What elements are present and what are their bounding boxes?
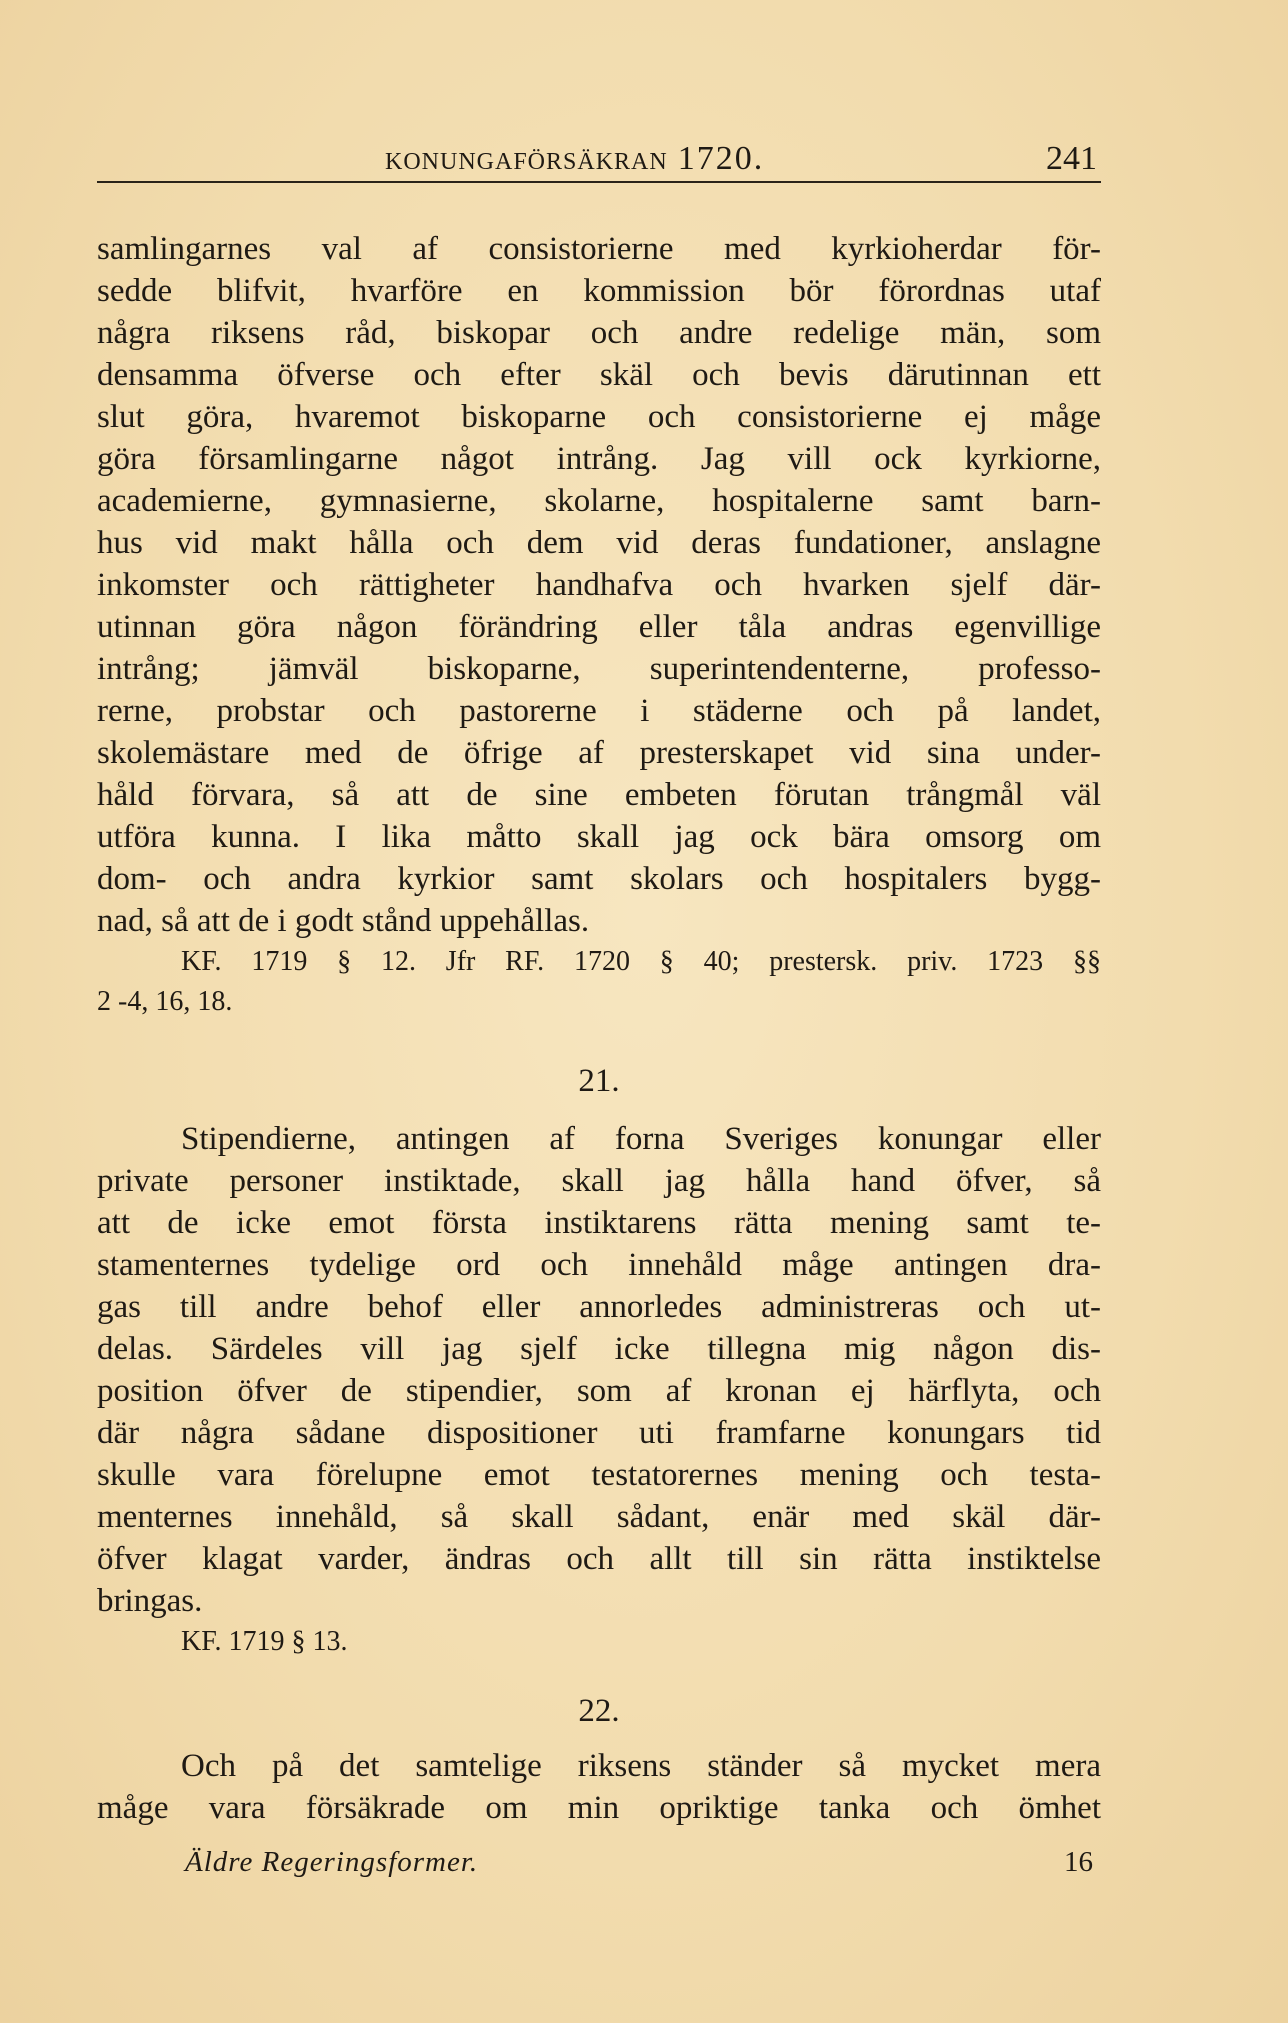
text-line: slut göra, hvaremot biskoparne och consistorierne ej måge	[97, 399, 1101, 435]
text-line: hus vid makt hålla och dem vid deras fundationer, anslagne	[97, 525, 1101, 561]
text-line: håld förvara, så att de sine embeten förutan trångmål väl	[97, 777, 1101, 813]
text-line: Stipendierne, antingen af forna Sveriges konungar eller	[181, 1121, 1101, 1157]
paragraph-continued	[97, 228, 1101, 1022]
text-line: skulle vara förelupne emot testatorernes mening och testa-	[97, 1457, 1101, 1493]
text-line: stamenternes tydelige ord och innehåld måge antingen dra-	[97, 1247, 1101, 1283]
section-number-21: 21.	[578, 1063, 620, 1099]
text-line: utinnan göra någon förändring eller tåla andras egenvillige	[97, 609, 1101, 645]
text-line: private personer instiktade, skall jag hålla hand öfver, så	[97, 1163, 1101, 1199]
book-title: Äldre Regeringsformer.	[185, 1846, 479, 1878]
page-footer	[185, 1840, 1093, 1884]
text-line: utföra kunna. I lika måtto skall jag ock bära omsorg om	[97, 819, 1101, 855]
text-line: inkomster och rättigheter handhafva och hvarken sjelf där-	[97, 567, 1101, 603]
running-head	[385, 137, 764, 184]
text-line: göra församlingarne något intrång. Jag vill ock kyrkiorne,	[97, 441, 1101, 477]
running-head-title: KONUNGAFÖRSÄKRAN	[385, 149, 668, 175]
page-number: 241	[1046, 140, 1097, 177]
section-number-22: 22.	[578, 1693, 620, 1729]
text-line: skolemästare med de öfrige af presterskapet vid sina under-	[97, 735, 1101, 771]
text-line: där några sådane dispositioner uti framfarne konungars tid	[97, 1415, 1101, 1451]
reference-line: KF. 1719 § 13.	[181, 1626, 348, 1657]
text-line: måge vara försäkrade om min opriktige tanka och ömhet	[97, 1790, 1101, 1826]
text-line: gas till andre behof eller annorledes administreras och ut-	[97, 1289, 1101, 1325]
text-line: nad, så att de i godt stånd uppehållas.	[97, 903, 590, 939]
text-line: rerne, probstar och pastorerne i städerne och på landet,	[97, 693, 1101, 729]
text-line: academierne, gymnasierne, skolarne, hospitalerne samt barn-	[97, 483, 1101, 519]
text-line: samlingarnes val af consistorierne med kyrkioherdar för-	[97, 231, 1101, 267]
text-line: Och på det samtelige riksens ständer så mycket mera	[181, 1748, 1101, 1784]
text-line: att de icke emot första instiktarens rätta mening samt te-	[97, 1205, 1101, 1241]
text-line: intrång; jämväl biskoparne, superintendenterne, professo-	[97, 651, 1101, 687]
text-line: bringas.	[97, 1583, 203, 1619]
text-line: sedde blifvit, hvarföre en kommission bör förordnas utaf	[97, 273, 1101, 309]
text-line: öfver klagat varder, ändras och allt till sin rätta instiktelse	[97, 1541, 1101, 1577]
reference-line: KF. 1719 § 12. Jfr RF. 1720 § 40; prestersk. priv. 1723 §§	[181, 946, 1101, 977]
running-head-year: 1720.	[677, 140, 765, 177]
signature-mark: 16	[1064, 1846, 1093, 1878]
text-line: dom- och andra kyrkior samt skolars och hospitalers bygg-	[97, 861, 1101, 897]
text-line: densamma öfverse och efter skäl och bevis därutinnan ett	[97, 357, 1101, 393]
text-line: position öfver de stipendier, som af kronan ej härflyta, och	[97, 1373, 1101, 1409]
page-header	[97, 137, 1101, 183]
section-21-body	[97, 1118, 1101, 1662]
text-line: några riksens råd, biskopar och andre redelige män, som	[97, 315, 1101, 351]
reference-line: 2 -4, 16, 18.	[97, 986, 233, 1017]
section-22-body	[97, 1745, 1101, 1829]
text-line: menternes innehåld, så skall sådant, enär med skäl där-	[97, 1499, 1101, 1535]
text-line: delas. Särdeles vill jag sjelf icke tillegna mig någon dis-	[97, 1331, 1101, 1367]
